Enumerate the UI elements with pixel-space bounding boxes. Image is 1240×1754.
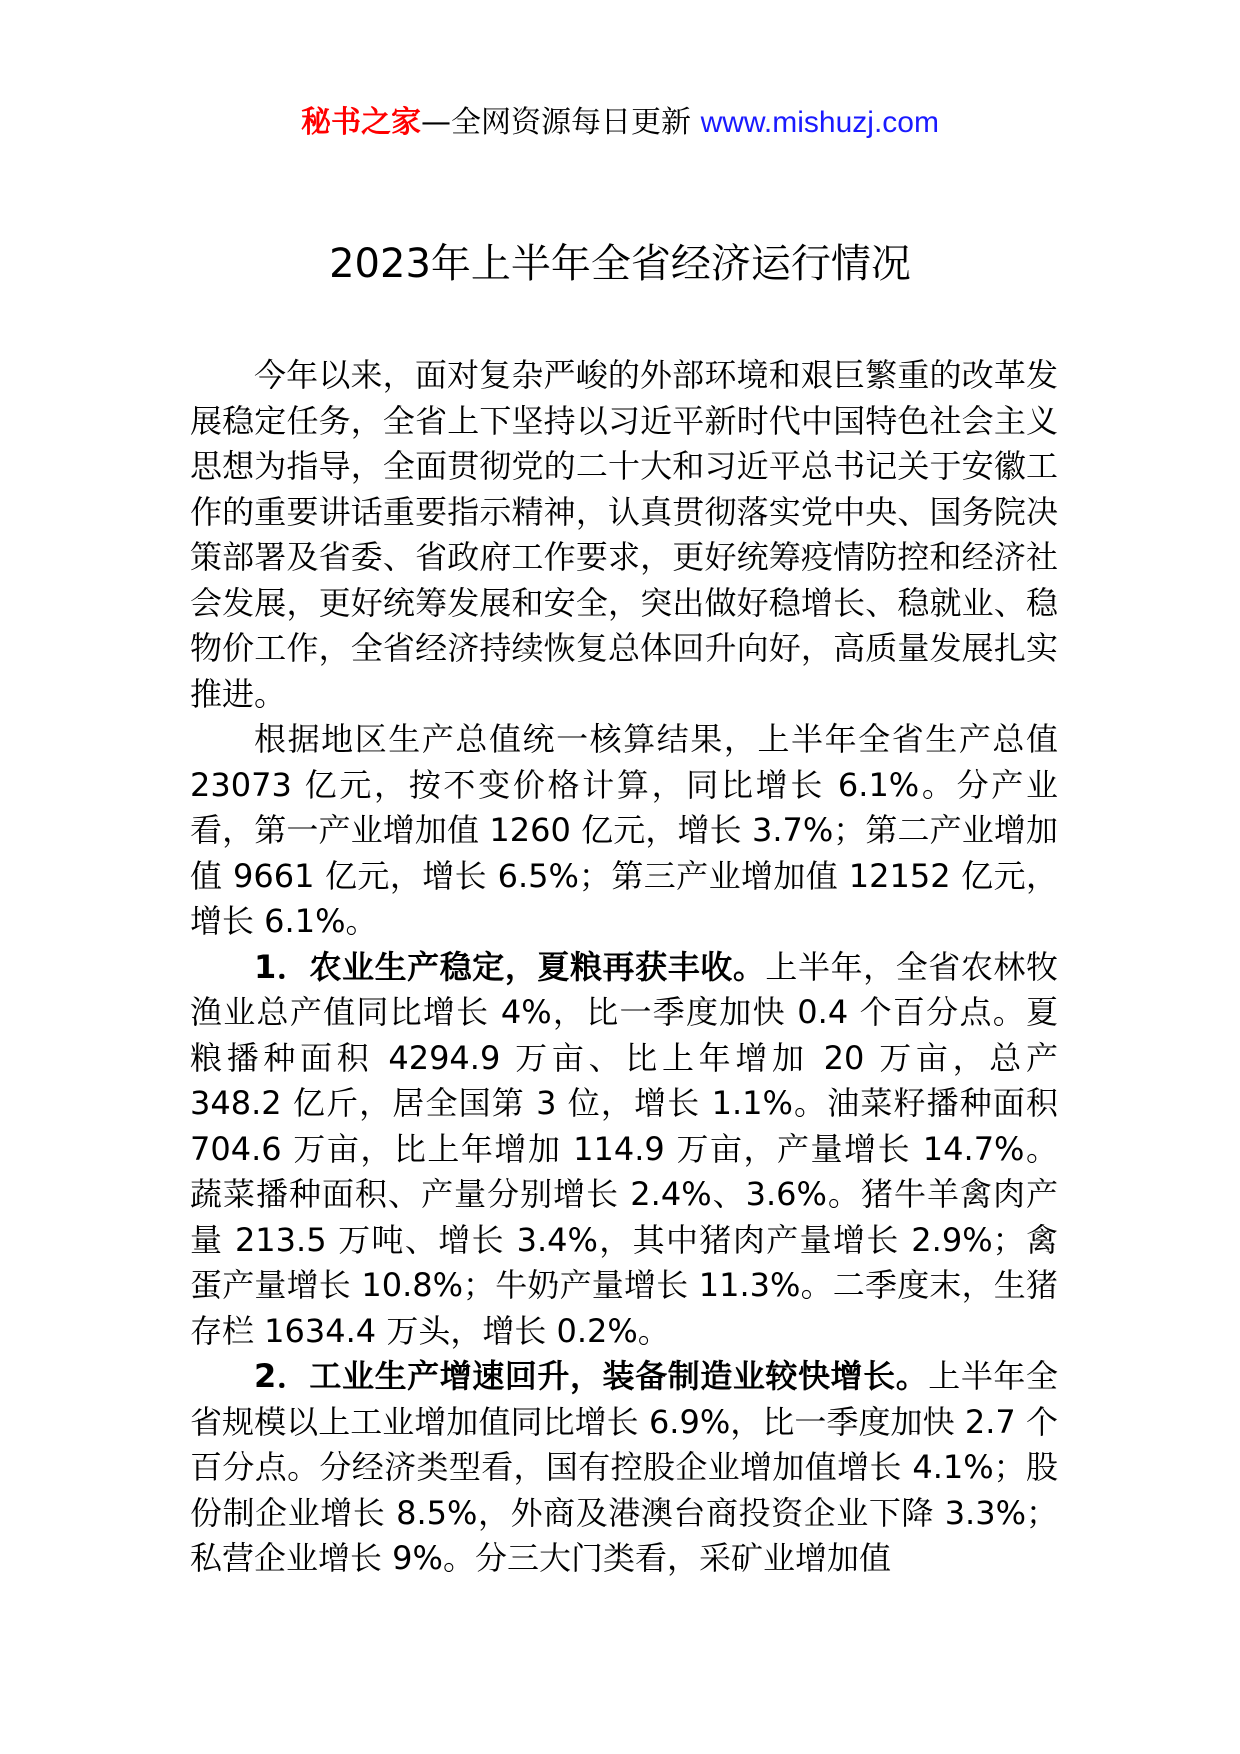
document-body xyxy=(190,353,1058,1582)
site-name: 秘书之家 xyxy=(301,105,422,140)
site-url[interactable]: www.mishuzj.com xyxy=(700,106,939,139)
section-heading-industry: 工业生产增速回升，装备制造业较快增长。 xyxy=(309,1357,929,1395)
paragraph-intro: 今年以来，面对复杂严峻的外部环境和艰巨繁重的改革发展稳定任务，全省上下坚持以习近平新时代中国特色社会主义思想为指导，全面贯彻党的二十大和习近平总书记关于安徽工作的重要讲话重要指示精神，认真贯彻落实党中央、国务院决策部署及省委、省政府工作要求，更好统筹疫情防控和经济社会发展，更好统筹发展和安全，突出做好稳增长、稳就业、稳物价工作，全省经济持续恢复总体回升向好，高质量发展扎实推进。 xyxy=(190,356,1058,713)
section-number-1: 1． xyxy=(254,947,310,986)
paragraph-agriculture xyxy=(190,945,1058,1355)
section-body-agriculture: 上半年，全省农林牧渔业总产值同比增长 4%，比一季度加快 0.4 个百分点。夏粮播种面积 4294.9 万亩、比上年增加 20 万亩，总产 348.2 亿斤，居全国第 3 位，增长 1.1%。油菜籽播种面积 704.6 万亩，比上年增加 114.9 万亩，产量增长 14.7%。蔬菜播种面积、产量分别增长 2.4%、3.6%。猪牛羊禽肉产量 213.5 万吨、增长 3.4%，其中猪肉产量增长 2.9%；禽蛋产量增长 10.8%；牛奶产量增长 11.3%。二季度末，生猪存栏 1634.4 万头，增长 0.2%。 xyxy=(190,947,1058,1350)
section-body-industry: 上半年全省规模以上工业增加值同比增长 6.9%，比一季度加快 2.7 个百分点。分经济类型看，国有控股企业增加值增长 4.1%；股份制企业增长 8.5%，外商及港澳台商投资企业下降 3.3%；私营企业增长 9%。分三大门类看，采矿业增加值 xyxy=(190,1357,1058,1577)
section-number-2: 2． xyxy=(254,1357,310,1395)
section-heading-agriculture: 农业生产稳定，夏粮再获丰收。 xyxy=(309,947,766,986)
page-header xyxy=(0,100,1240,146)
paragraph-industry xyxy=(190,1354,1058,1582)
document-title: 2023年上半年全省经济运行情况 xyxy=(329,241,911,287)
paragraph-gdp: 根据地区生产总值统一核算结果，上半年全省生产总值 23073 亿元，按不变价格计算，同比增长 6.1%。分产业看，第一产业增加值 1260 亿元，增长 3.7%；第二产业增加值 9661 亿元，增长 6.5%；第三产业增加值 12152 亿元，增长 6.1%。 xyxy=(190,720,1058,940)
site-tagline: —全网资源每日更新 xyxy=(421,105,701,140)
